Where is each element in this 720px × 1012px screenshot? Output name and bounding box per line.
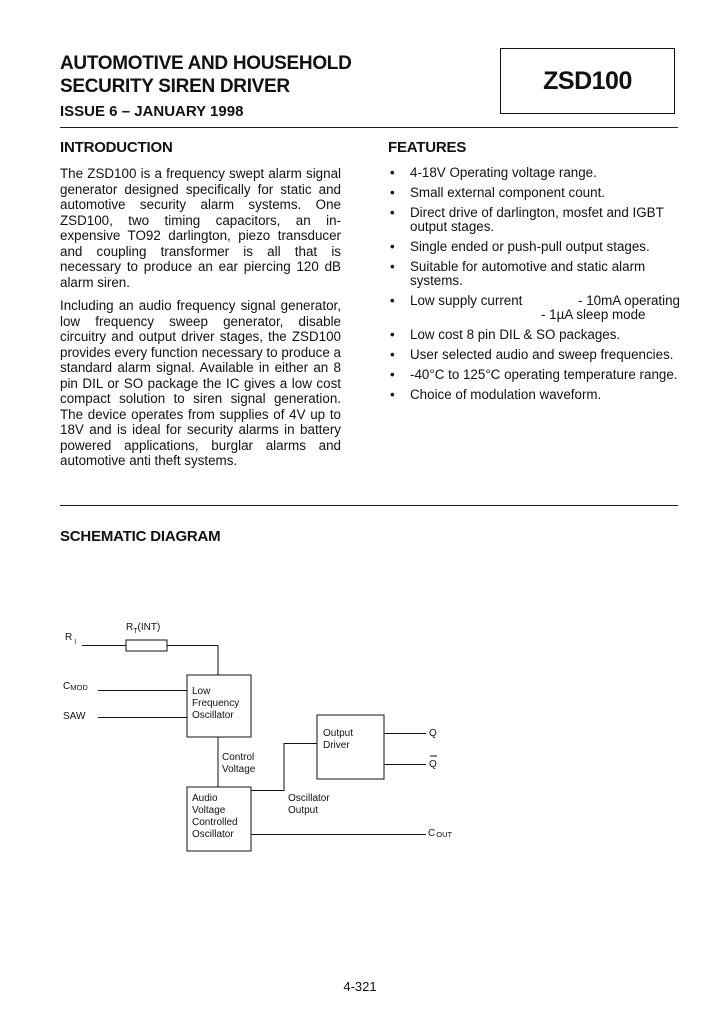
avco-label-4: Oscillator — [192, 829, 234, 840]
osc-output-label-1: Oscillator — [288, 793, 330, 804]
avco-label-3: Controlled — [192, 817, 238, 828]
schematic-heading: SCHEMATIC DIAGRAM — [60, 528, 221, 545]
feature-item: • Direct drive of darlington, mosfet and IGBT output stages. — [388, 206, 680, 234]
control-voltage-label-2: Voltage — [222, 764, 256, 775]
feature-item: • Suitable for automotive and static alarm systems. — [388, 260, 680, 288]
feature-item: • -40°C to 125°C operating temperature range. — [388, 368, 680, 382]
page-number: 4-321 — [343, 979, 377, 994]
control-voltage-label-1: Control — [222, 752, 255, 763]
lfo-label-2: Frequency — [192, 698, 240, 709]
rt-resistor — [126, 640, 167, 651]
osc-to-driver-wire — [251, 744, 317, 791]
feature-item: • Choice of modulation waveform. — [388, 388, 680, 402]
rt-to-lfo-wire — [167, 646, 218, 676]
lfo-label-1: Low — [192, 686, 211, 697]
saw-label: SAW — [63, 711, 86, 722]
driver-label-1: Output — [323, 728, 354, 739]
lfo-label-3: Oscillator — [192, 710, 234, 721]
ri-label: R $_I$ — [65, 632, 77, 646]
title-line-1: AUTOMOTIVE AND HOUSEHOLD — [60, 53, 352, 74]
low-supply-label: • Low supply current — [410, 293, 523, 308]
introduction-heading: INTRODUCTION — [60, 139, 173, 156]
driver-label-2: Driver — [323, 740, 350, 751]
features-heading: FEATURES — [388, 139, 467, 156]
cmod-label: CMOD — [63, 681, 88, 692]
feature-item: • Small external component count. — [388, 186, 680, 200]
introduction-paragraph-1: The ZSD100 is a frequency swept alarm signal generator designed specifically for static and automotive security alarm systems. One ZSD100, two timing capacitors, an in-expensive TO92 darlington, piezo transducer and coupling transformer is all that is necessary to produce an ear piercing 120 dB alarm siren. — [60, 166, 341, 290]
rt-label: $R_T(INT)$ — [126, 622, 161, 635]
low-supply-sleep: - 1µA sleep mode — [541, 307, 646, 322]
low-supply-operating: - 10mA operating — [578, 293, 680, 308]
issue-date: ISSUE 6 – JANUARY 1998 — [60, 103, 244, 120]
qbar-output-label: Q — [429, 759, 437, 770]
q-output-label: Q — [429, 728, 437, 739]
part-number: ZSD100 — [543, 67, 632, 95]
feature-item: • 4-18V Operating voltage range. — [388, 166, 680, 180]
feature-item: • Low cost 8 pin DIL & SO packages. — [388, 328, 680, 342]
cout-label: COUT — [428, 828, 453, 839]
feature-item: • Single ended or push-pull output stages. — [388, 240, 680, 254]
osc-output-label-2: Output — [288, 805, 319, 816]
introduction-paragraph-2: Including an audio frequency signal generator, low frequency sweep generator, disable circuitry and output driver stages, the ZSD100 provides every function necessary to produce a standard alarm signal. Available in either an 8 pin DIL or SO package the IC gives a low cost compact solution to siren signal generation. The device operates from supplies of 4V up to 18V and is ideal for security alarms in battery powered applications, burglar alarms and automotive anti theft systems. — [60, 298, 341, 468]
title-line-2: SECURITY SIREN DRIVER — [60, 76, 290, 97]
avco-label-1: Audio — [192, 793, 218, 804]
feature-item: • User selected audio and sweep frequencies. — [388, 348, 680, 362]
avco-label-2: Voltage — [192, 805, 226, 816]
